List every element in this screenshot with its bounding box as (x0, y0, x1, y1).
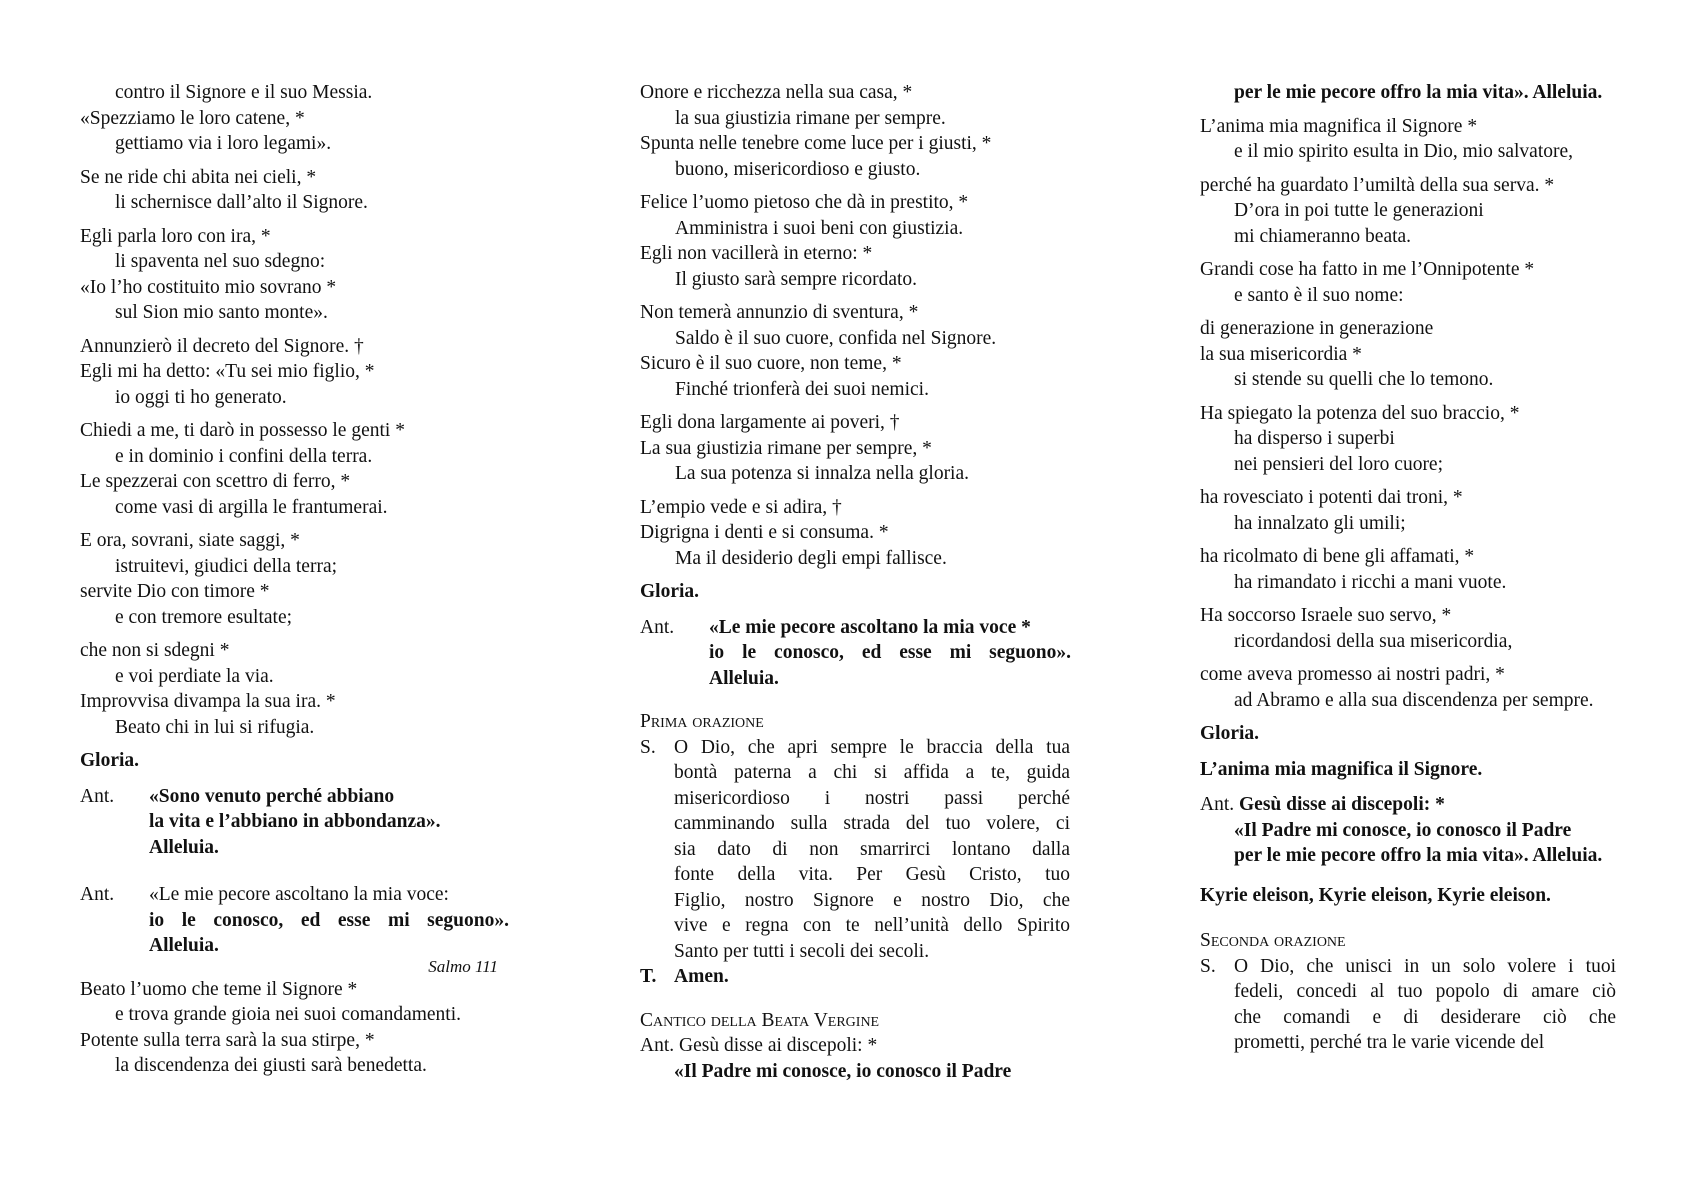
column-1 (80, 80, 510, 1087)
prayer-line: che comandi e di desiderare ciò che (1234, 1006, 1616, 1028)
stanza (1200, 662, 1660, 713)
verse-line: li spaventa nel suo sdegno: (115, 251, 326, 272)
verse-line: mi chiameranno beata. (1234, 225, 1412, 247)
verse-line: nei pensieri del loro cuore; (1234, 453, 1444, 475)
antiphon-line: «Il Padre mi conosce, io conosco il Padre (1234, 819, 1572, 841)
antiphon (80, 784, 510, 861)
antiphon-label: Ant. (1200, 794, 1235, 815)
verse-line: Egli non vacillerà in eterno: * (640, 243, 873, 264)
verse-line: ha ricolmato di bene gli affamati, * (1200, 546, 1475, 567)
verse-line: Egli dona largamente ai poveri, † (640, 412, 900, 433)
prayer-line: fonte della vita. Per Gesù Cristo, tuo (674, 864, 1070, 885)
antiphon (80, 882, 510, 959)
verse-line: Non temerà annunzio di sventura, * (640, 302, 919, 323)
verse-line: «Io l’ho costituito mio sovrano * (80, 276, 337, 298)
verse-line: e in dominio i confini della terra. (115, 445, 373, 467)
prayer-line: misericordioso i nostri passi perché (674, 787, 1070, 809)
gloria: Gloria. (80, 750, 140, 771)
prayer-line: sia dato di non smarrirci lontano dalla (674, 838, 1070, 860)
verse-line: servite Dio con timore * (80, 581, 270, 602)
antiphon (640, 615, 1070, 692)
verse-line: L’empio vede e si adira, † (640, 496, 842, 518)
prayer-line: prometti, perché tra le varie vicende del (1234, 1032, 1545, 1053)
kyrie: Kyrie eleison, Kyrie eleison, Kyrie eleison. (1200, 884, 1551, 906)
verse-line: e santo è il suo nome: (1234, 284, 1404, 306)
verse-line: Amministra i suoi beni con giustizia. (675, 217, 964, 239)
verse-line: Ha soccorso Israele suo servo, * (1200, 605, 1452, 626)
antiphon-label: Ant. (80, 884, 115, 905)
verse-line: Digrigna i denti e si consuma. * (640, 522, 889, 543)
stanza (80, 165, 510, 216)
verse-line: Se ne ride chi abita nei cieli, * (80, 166, 317, 188)
antiphon-line: la vita e l’abbiano in abbondanza». (149, 811, 441, 832)
stanza (640, 300, 1070, 402)
verse-line: e voi perdiate la via. (115, 665, 274, 687)
stanza (80, 638, 510, 740)
stanza (1200, 401, 1660, 478)
section-title: Seconda orazione (1200, 930, 1346, 951)
verse-line: Le spezzerai con scettro di ferro, * (80, 471, 351, 492)
antiphon-line: Alleluia. (709, 667, 779, 689)
verse-line: Ma il desiderio degli empi fallisce. (675, 547, 947, 569)
verse-line: contro il Signore e il suo Messia. (115, 82, 373, 103)
antiphon (1200, 792, 1660, 818)
stanza (640, 495, 1070, 572)
antiphon-line: io le conosco, ed esse mi seguono». (709, 642, 1071, 663)
verse-line: e trova grande gioia nei suoi comandamenti. (115, 1004, 462, 1025)
verse-line: ad Abramo e alla sua discendenza per sempre. (1234, 689, 1594, 711)
verse-line: Sicuro è il suo cuore, non teme, * (640, 353, 902, 374)
verse-line: Il giusto sarà sempre ricordato. (675, 268, 918, 290)
prayer-line: camminando sulla strada del tuo volere, ci (674, 813, 1070, 834)
stanza (1200, 114, 1660, 165)
verse-line: Grandi cose ha fatto in me l’Onnipotente * (1200, 259, 1535, 280)
stanza (80, 977, 510, 1079)
response-text: Amen. (674, 966, 729, 987)
section-title: Prima orazione (640, 711, 764, 732)
verse-line: La sua giustizia rimane per sempre, * (640, 437, 932, 459)
gloria: Gloria. (640, 581, 700, 602)
magnificat-refrain: L’anima mia magnifica il Signore. (1200, 758, 1483, 780)
verse-line: io oggi ti ho generato. (115, 386, 287, 408)
prayer (1200, 954, 1660, 1056)
column-2 (640, 80, 1070, 1084)
stanza (640, 410, 1070, 487)
gloria: Gloria. (1200, 723, 1260, 744)
antiphon-line: «Sono venuto perché abbiano (149, 785, 395, 807)
verse-line: ha innalzato gli umili; (1234, 512, 1406, 534)
verse-line: Felice l’uomo pietoso che dà in prestito, * (640, 192, 969, 213)
verse-line: «Spezziamo le loro catene, * (80, 107, 305, 129)
verse-line: ha rimandato i ricchi a mani vuote. (1234, 571, 1507, 593)
stanza (640, 80, 1070, 182)
psalm-reference: Salmo 111 (428, 956, 498, 976)
stanza (80, 528, 510, 630)
antiphon-line: «Le mie pecore ascoltano la mia voce * (709, 616, 1031, 638)
verse-line: L’anima mia magnifica il Signore * (1200, 115, 1478, 137)
stanza (1200, 603, 1660, 654)
antiphon-line: «Le mie pecore ascoltano la mia voce: (149, 884, 449, 905)
prayer-label: S. (640, 736, 656, 758)
verse-line: Improvvisa divampa la sua ira. * (80, 691, 336, 712)
prayer-line: Figlio, nostro Signore e nostro Dio, che (674, 889, 1070, 911)
prayer-label: S. (1200, 955, 1216, 977)
verse-line: Egli parla loro con ira, * (80, 225, 271, 247)
antiphon-line: io le conosco, ed esse mi seguono». (149, 909, 509, 931)
verse-line: ricordandosi della sua misericordia, (1234, 630, 1513, 652)
verse-line: Beato l’uomo che teme il Signore * (80, 978, 358, 1000)
stanza (640, 190, 1070, 292)
antiphon-line: «Il Padre mi conosce, io conosco il Padre (674, 1060, 1012, 1082)
verse-line: sul Sion mio santo monte». (115, 302, 328, 323)
verse-line: Potente sulla terra sarà la sua stirpe, * (80, 1029, 375, 1051)
antiphon-line: Gesù disse ai discepoli: * (1239, 794, 1445, 815)
antiphon-line: Ant. Gesù disse ai discepoli: * (640, 1035, 878, 1056)
stanza (1200, 316, 1660, 393)
verse-line: e il mio spirito esulta in Dio, mio salvatore, (1234, 141, 1574, 162)
prayer-line: fedeli, concedi al tuo popolo di amare ciò (1234, 981, 1616, 1002)
verse-line: la sua giustizia rimane per sempre. (675, 107, 946, 129)
verse-line: Annunzierò il decreto del Signore. † (80, 335, 364, 357)
stanza (80, 80, 510, 157)
verse-line: perché ha guardato l’umiltà della sua serva. * (1200, 174, 1555, 196)
prayer-line: Santo per tutti i secoli dei secoli. (674, 940, 930, 962)
verse-line: come aveva promesso ai nostri padri, * (1200, 664, 1505, 685)
antiphon-line: per le mie pecore offro la mia vita». Alleluia. (1234, 845, 1603, 866)
verse-line: D’ora in poi tutte le generazioni (1234, 200, 1484, 221)
stanza (1200, 544, 1660, 595)
verse-line: come vasi di argilla le frantumerai. (115, 496, 388, 518)
verse-line: ha disperso i superbi (1234, 428, 1395, 449)
antiphon-line: Alleluia. (149, 935, 219, 956)
verse-line: Spunta nelle tenebre come luce per i giusti, * (640, 133, 992, 154)
verse-line: gettiamo via i loro legami». (115, 133, 332, 154)
stanza (80, 224, 510, 326)
stanza (1200, 257, 1660, 308)
verse-line: si stende su quelli che lo temono. (1234, 369, 1494, 390)
section-title: Cantico della Beata Vergine (640, 1009, 880, 1031)
verse-line: la discendenza dei giusti sarà benedetta. (115, 1055, 427, 1076)
prayer-line: bontà paterna a chi si affida a te, guida (674, 762, 1070, 783)
prayer (640, 735, 1070, 965)
prayer-line: O Dio, che apri sempre le braccia della tua (674, 736, 1070, 758)
verse-line: di generazione in generazione (1200, 318, 1434, 339)
verse-line: e con tremore esultate; (115, 606, 293, 628)
stanza (1200, 173, 1660, 250)
antiphon-label: Ant. (640, 616, 675, 638)
verse-line: E ora, sovrani, siate saggi, * (80, 530, 300, 551)
verse-line: Chiedi a me, ti darò in possesso le genti * (80, 420, 405, 441)
verse-line: Onore e ricchezza nella sua casa, * (640, 82, 913, 103)
stanza (80, 334, 510, 411)
stanza (80, 418, 510, 520)
verse-line: la sua misericordia * (1200, 343, 1362, 365)
column-3 (1200, 80, 1660, 1056)
antiphon-line: Alleluia. (149, 836, 219, 858)
verse-line: che non si sdegni * (80, 640, 230, 661)
verse-line: istruitevi, giudici della terra; (115, 555, 338, 577)
verse-line: Finché trionferà dei suoi nemici. (675, 378, 929, 400)
verse-line: Saldo è il suo cuore, confida nel Signore. (675, 327, 997, 349)
verse-line: Beato chi in lui si rifugia. (115, 716, 315, 738)
response-label: T. (640, 966, 657, 987)
verse-line: La sua potenza si innalza nella gloria. (675, 463, 970, 484)
stanza (1200, 485, 1660, 536)
verse-line: li schernisce dall’alto il Signore. (115, 192, 368, 213)
prayer-line: vive e regna con te nell’unità dello Spirito (674, 915, 1070, 936)
antiphon-line: per le mie pecore offro la mia vita». Alleluia. (1234, 82, 1603, 103)
verse-line: buono, misericordioso e giusto. (675, 158, 921, 180)
verse-line: Egli mi ha detto: «Tu sei mio figlio, * (80, 361, 375, 382)
verse-line: Ha spiegato la potenza del suo braccio, * (1200, 402, 1520, 424)
prayer-line: O Dio, che unisci in un solo volere i tuoi (1234, 955, 1616, 977)
antiphon-label: Ant. (80, 785, 115, 807)
response (640, 964, 1070, 990)
verse-line: ha rovesciato i potenti dai troni, * (1200, 487, 1463, 508)
